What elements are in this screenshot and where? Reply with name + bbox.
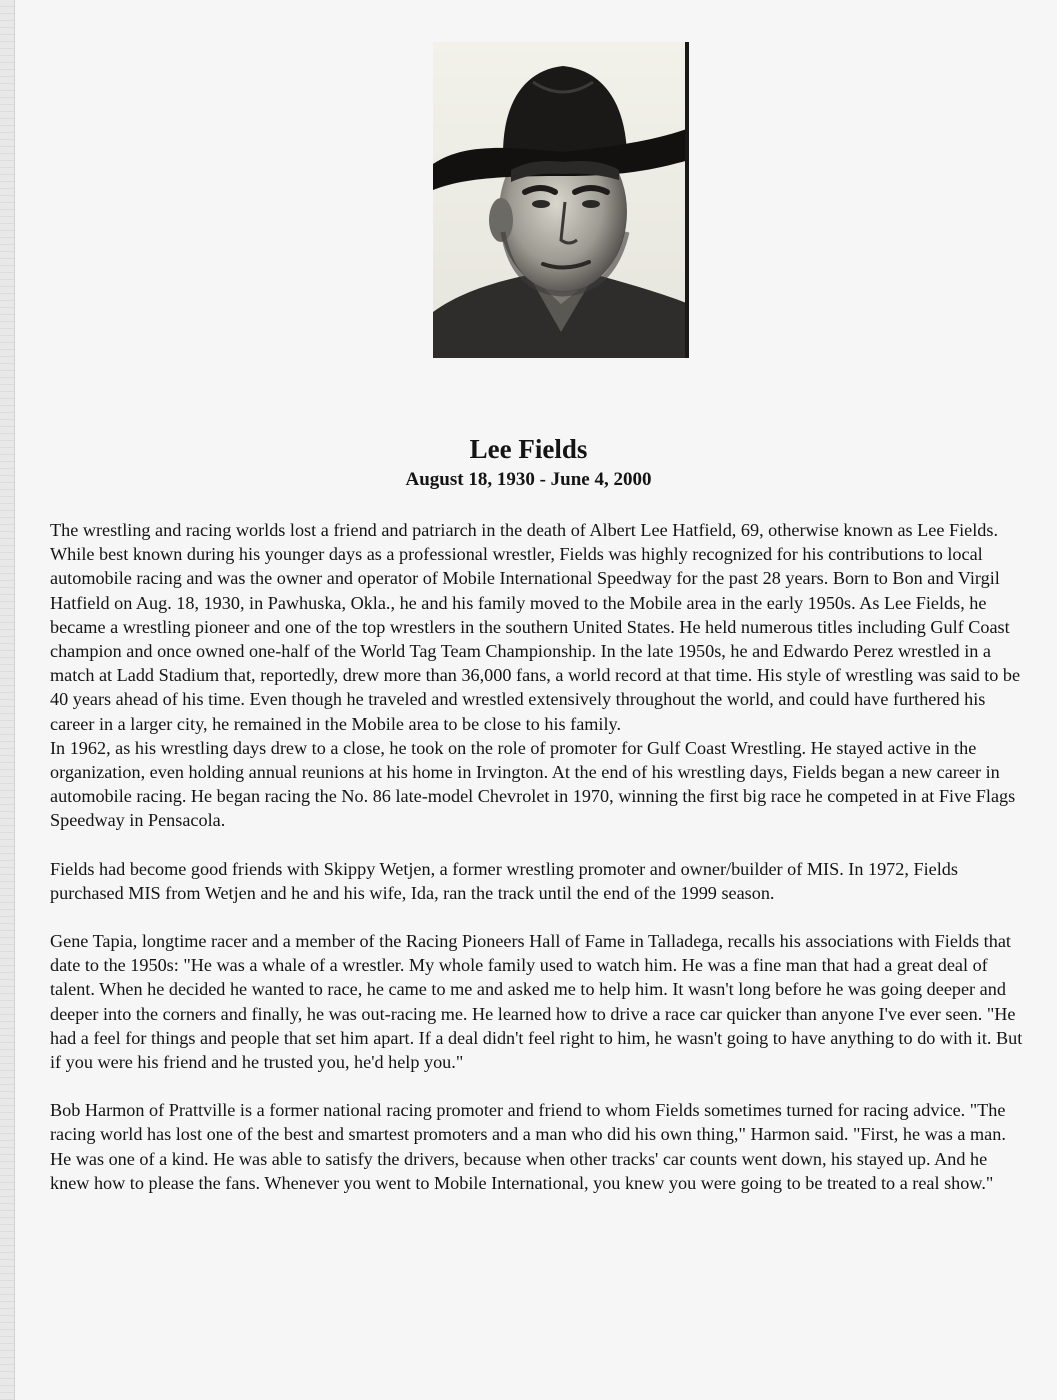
life-dates: August 18, 1930 - June 4, 2000 bbox=[405, 469, 652, 490]
article-paragraph: Gene Tapia, longtime racer and a member of the Racing Pioneers Hall of Fame in Talladega, recalls his associations with Fields that date to the 1950s: "He was a whale of a wrestler. My whole family used to watch him. He was a fine man that had a great deal of talent. When he decided he wanted to race, he came to me and asked me to help him. It wasn't long before he was going deeper and deeper into the corners and finally, he was out-racing me. He learned how to drive a race car quicker than anyone I've ever seen. "He had a feel for things and people that set him apart. If a deal didn't feel right to him, he wasn't going to have anything to do with it. But if you were his friend and he trusted you, he'd help you." bbox=[50, 931, 1023, 1073]
article-paragraph: The wrestling and racing worlds lost a friend and patriarch in the death of Albert Lee Hatfield, 69, otherwise known as Lee Fields. While best known during his younger days as a professional wrestler, Fields was highly recognized for his contributions to local automobile racing and was the owner and operator of Mobile International Speedway for the past 28 years. Born to Bon and Virgil Hatfield on Aug. 18, 1930, in Pawhuska, Okla., he and his family moved to the Mobile area in the early 1950s. As Lee Fields, he became a wrestling pioneer and one of the top wrestlers in the southern United States. He held numerous titles including Gulf Coast champion and once owned one-half of the World Tag Team Championship. In the late 1950s, he and Edwardo Perez wrestled in a match at Ladd Stadium that, reportedly, drew more than 36,000 fans, a world record at that time. His style of wrestling was said to be 40 years ahead of his time. Even though he traveled and wrestled extensively throughout the world, and could have furthered his career in a larger city, he remained in the Mobile area to be close to his family. bbox=[50, 520, 1021, 734]
article-paragraph: Fields had become good friends with Skippy Wetjen, a former wrestling promoter and owner/builder of MIS. In 1972, Fields purchased MIS from Wetjen and he and his wife, Ida, ran the track until the end of the 1999 season. bbox=[50, 858, 958, 903]
article-paragraph: Bob Harmon of Prattville is a former national racing promoter and friend to whom Fields sometimes turned for racing advice. "The racing world has lost one of the best and smartest promoters and a man who did his own thing," Harmon said. "First, he was a man. He was one of a kind. He was able to satisfy the drivers, because when other tracks' car counts went down, his stayed up. And he knew how to please the fans. Whenever you went to Mobile International, you knew you were going to be treated to a real show." bbox=[50, 1100, 1006, 1193]
obituary-article bbox=[50, 518, 1030, 1195]
portrait-photo bbox=[433, 42, 689, 358]
page-title: Lee Fields bbox=[469, 434, 588, 464]
portrait-man-cowboy-hat-icon bbox=[433, 42, 689, 358]
binder-edge bbox=[0, 0, 15, 1400]
article-paragraph: In 1962, as his wrestling days drew to a close, he took on the role of promoter for Gulf Coast Wrestling. He stayed active in the organization, even holding annual reunions at his home in Irvington. At the end of his wrestling days, Fields began a new career in automobile racing. He began racing the No. 86 late-model Chevrolet in 1970, winning the first big race he competed in at Five Flags Speedway in Pensacola. bbox=[50, 737, 1016, 831]
